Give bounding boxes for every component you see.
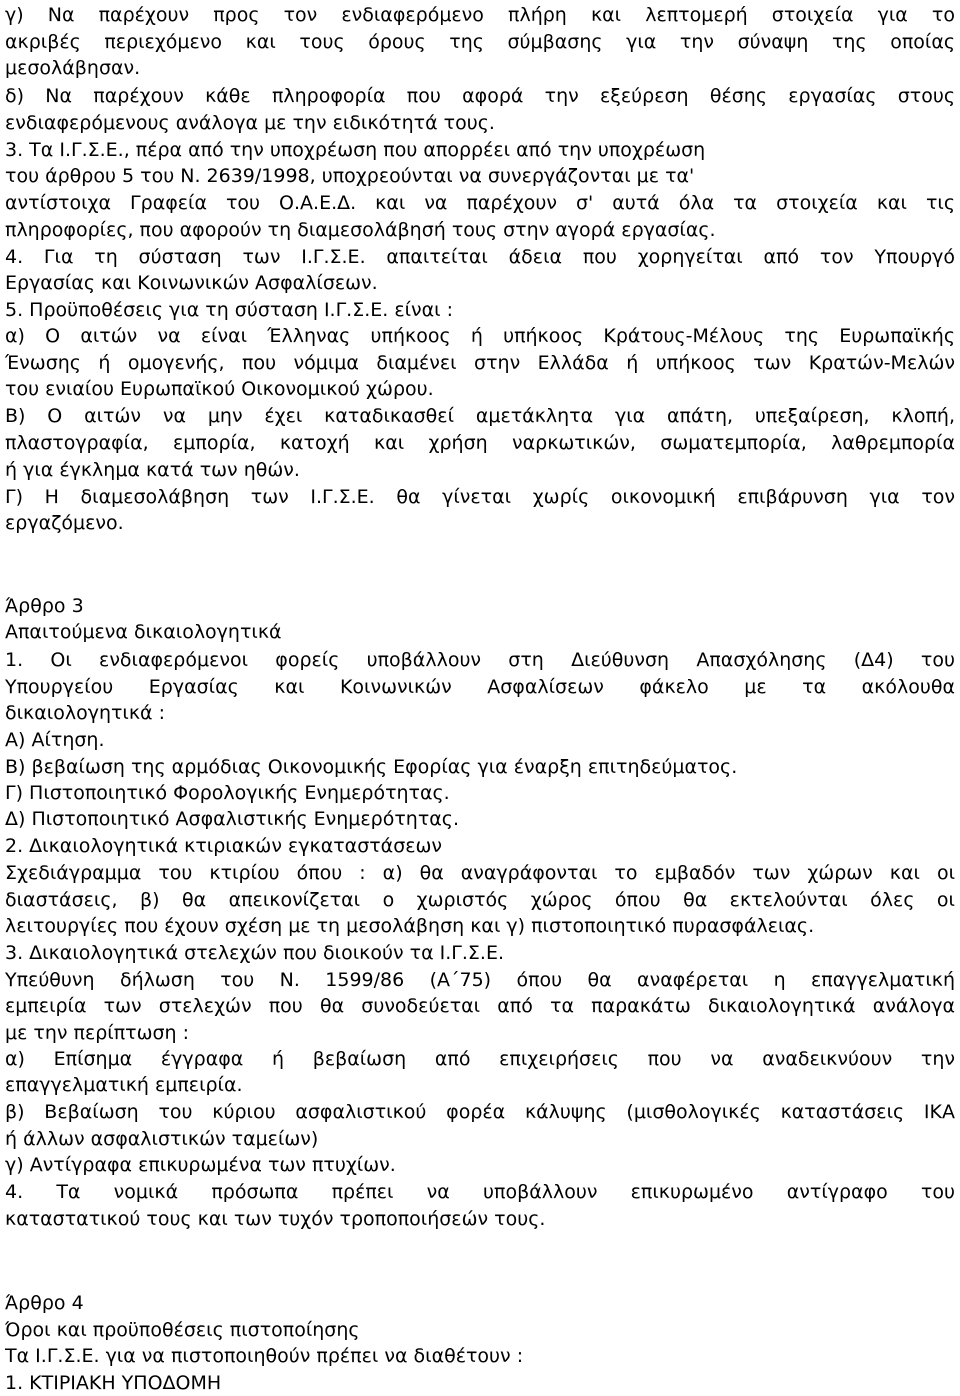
text-line: α) Ο αιτών να είναι Έλληνας υπήκοος ή υπήκοος Κράτους-Μέλους της Ευρωπαϊκής xyxy=(5,325,955,347)
text-line: επαγγελματική εμπειρία. xyxy=(5,1074,243,1096)
text-line: Β) βεβαίωση της αρμόδιας Οικονομικής Εφορίας για έναρξη επιτηδεύματος. xyxy=(5,756,738,778)
text-line: του άρθρου 5 του Ν. 2639/1998, υποχρεούνται να συνεργάζονται με τα' xyxy=(5,165,695,187)
text-line: Απαιτούμενα δικαιολογητικά xyxy=(5,621,282,643)
text-line: 5. Προϋποθέσεις για τη σύσταση Ι.Γ.Σ.Ε. είναι : xyxy=(5,299,454,321)
text-line: δικαιολογητικά : xyxy=(5,702,166,724)
text-line: ενδιαφερόμενους ανάλογα με την ειδικότητά τους. xyxy=(5,112,495,134)
text-line: γ) Να παρέχουν προς τον ενδιαφερόμενο πλήρη και λεπτομερή στοιχεία για το xyxy=(5,4,955,26)
text-line: ή για έγκλημα κατά των ηθών. xyxy=(5,459,300,481)
text-line: β) Βεβαίωση του κύριου ασφαλιστικού φορέα κάλυψης (μισθολογικές καταστάσεις ΙΚΑ xyxy=(5,1101,955,1123)
text-line: Γ) Πιστοποιητικό Φορολογικής Ενημερότητας. xyxy=(5,782,450,804)
text-line: Άρθρο 4 xyxy=(5,1292,84,1314)
text-line: του ενιαίου Ευρωπαϊκού Οικονομικού χώρου. xyxy=(5,378,434,400)
text-line: γ) Αντίγραφα επικυρωμένα των πτυχίων. xyxy=(5,1154,396,1176)
text-line: ακριβές περιεχόμενο και τους όρους της σύμβασης για την σύναψη της οποίας xyxy=(5,31,955,53)
text-line: ή άλλων ασφαλιστικών ταμείων) xyxy=(5,1128,319,1150)
text-line: Άρθρο 3 xyxy=(5,595,84,617)
text-line: Ένωσης ή ομογενής, που νόμιμα διαμένει στην Ελλάδα ή υπήκοος των Κρατών-Μελών xyxy=(5,352,955,374)
text-line: Α) Αίτηση. xyxy=(5,729,105,751)
text-line: αντίστοιχα Γραφεία του Ο.Α.Ε.Δ. και να παρέχουν σ' αυτά όλα τα στοιχεία και τις xyxy=(5,192,955,214)
text-line: 1. Οι ενδιαφερόμενοι φορείς υποβάλλουν στη Διεύθυνση Απασχόλησης (Δ4) του xyxy=(5,649,955,671)
text-line: Σχεδιάγραμμα του κτιρίου όπου : α) θα αναγράφονται το εμβαδόν των χώρων και οι xyxy=(5,862,955,884)
text-line: Όροι και προϋποθέσεις πιστοποίησης xyxy=(5,1319,360,1341)
text-line: εργαζόμενο. xyxy=(5,512,124,534)
text-line: πληροφορίες, που αφορούν τη διαμεσολάβησή τους στην αγορά εργασίας. xyxy=(5,219,716,241)
text-line: α) Επίσημα έγγραφα ή βεβαίωση από επιχειρήσεις που να αναδεικνύουν την xyxy=(5,1048,955,1070)
text-line: Εργασίας και Κοινωνικών Ασφαλίσεων. xyxy=(5,272,378,294)
text-line: εμπειρία των στελεχών που θα συνοδεύεται από τα παρακάτω δικαιολογητικά ανάλογα xyxy=(5,995,955,1017)
text-line: διαστάσεις, β) θα απεικονίζεται ο χωριστός χώρος όπου θα εκτελούνται όλες οι xyxy=(5,889,955,911)
text-line: λειτουργίες που έχουν σχέση με τη μεσολάβηση και γ) πιστοποιητικό πυρασφάλειας. xyxy=(5,915,815,937)
text-line: 4. Τα νομικά πρόσωπα πρέπει να υποβάλλουν επικυρωμένο αντίγραφο του xyxy=(5,1181,955,1203)
text-line: 3. Τα Ι.Γ.Σ.Ε., πέρα από την υποχρέωση που απορρέει από την υποχρέωση xyxy=(5,139,706,161)
text-line: πλαστογραφία, εμπορία, κατοχή και χρήση ναρκωτικών, σωματεμπορία, λαθρεμπορία xyxy=(5,432,955,454)
text-line: καταστατικού τους και των τυχόν τροποποιήσεών τους. xyxy=(5,1208,546,1230)
text-line: Δ) Πιστοποιητικό Ασφαλιστικής Ενημερότητας. xyxy=(5,808,459,830)
text-line: Τα Ι.Γ.Σ.Ε. για να πιστοποιηθούν πρέπει να διαθέτουν : xyxy=(5,1345,524,1367)
text-line: δ) Να παρέχουν κάθε πληροφορία που αφορά την εξεύρεση θέσης εργασίας στους xyxy=(5,85,955,107)
text-line: Υπουργείου Εργασίας και Κοινωνικών Ασφαλίσεων φάκελο με τα ακόλουθα xyxy=(5,676,955,698)
text-line: 4. Για τη σύσταση των Ι.Γ.Σ.Ε. απαιτείται άδεια που χορηγείται από τον Υπουργό xyxy=(5,246,955,268)
text-line: Υπεύθυνη δήλωση του Ν. 1599/86 (Α΄75) όπου θα αναφέρεται η επαγγελματική xyxy=(5,969,955,991)
text-line: Γ) Η διαμεσολάβηση των Ι.Γ.Σ.Ε. θα γίνεται χωρίς οικονομική επιβάρυνση για τον xyxy=(5,486,955,508)
text-line: μεσολάβησαν. xyxy=(5,57,141,79)
text-line: 3. Δικαιολογητικά στελεχών που διοικούν τα Ι.Γ.Σ.Ε. xyxy=(5,942,504,964)
text-line: 2. Δικαιολογητικά κτιριακών εγκαταστάσεων xyxy=(5,835,443,857)
text-line: Β) Ο αιτών να μην έχει καταδικασθεί αμετάκλητα για απάτη, υπεξαίρεση, κλοπή, xyxy=(5,405,955,427)
text-line: 1. ΚΤΙΡΙΑΚΗ ΥΠΟΔΟΜΗ xyxy=(5,1372,222,1394)
text-line: με την περίπτωση : xyxy=(5,1022,190,1044)
